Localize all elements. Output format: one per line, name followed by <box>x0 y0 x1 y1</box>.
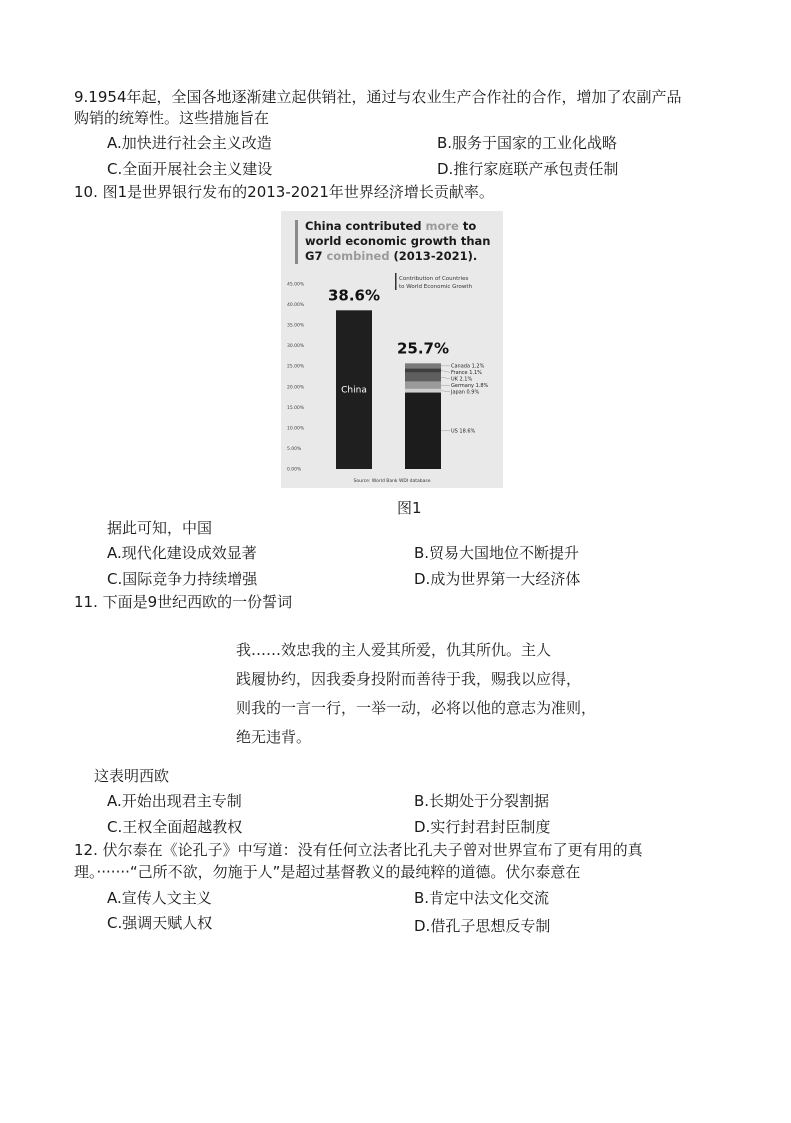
bar-segment-germany <box>405 381 441 388</box>
segment-label-canada: Canada 1.2% <box>451 363 485 370</box>
q12-option-a: A.宣传人文主义 <box>107 889 212 907</box>
y-tick-label: 10.00% <box>287 426 305 432</box>
q9-option-a: A.加快进行社会主义改造 <box>107 134 272 152</box>
quote-line-2: 践履协约，因我委身投附而善待于我，赐我以应得， <box>236 670 582 688</box>
q10-stem: 10. 图1是世界银行发布的2013-2021年世界经济增长贡献率。 <box>74 183 494 201</box>
quote-line-3: 则我的一言一行，一举一动，必将以他的意志为准则， <box>236 699 597 717</box>
subtitle-marker <box>395 273 397 290</box>
q10-option-a: A.现代化建设成效显著 <box>107 544 257 562</box>
quote-line-1: 我……效忠我的主人爱其所爱，仇其所仇。主人 <box>236 641 552 659</box>
q11-option-a: A.开始出现君主专制 <box>107 792 242 810</box>
y-tick-label: 20.00% <box>287 385 305 391</box>
q12-stem-line2: 理。·······“己所不欲，勿施于人”是超过基督教义的最纯粹的道德。伏尔泰意在 <box>74 863 581 881</box>
bar-segment-us <box>405 393 441 469</box>
bar-segment-canada <box>405 363 441 368</box>
q11-option-d: D.实行封君封臣制度 <box>414 818 551 836</box>
q12-option-b: B.肯定中法文化交流 <box>414 889 550 907</box>
chart-source: Source: World Bank WDI database <box>353 479 431 484</box>
q9-option-d: D.推行家庭联产承包责任制 <box>437 160 619 178</box>
q10-option-d: D.成为世界第一大经济体 <box>414 570 581 588</box>
y-tick-label: 40.00% <box>287 303 305 309</box>
q12-stem-line1: 12. 伏尔泰在《论孔子》中写道：没有任何立法者比孔夫子曾对世界宣布了更有用的真 <box>74 841 643 859</box>
q11-quote <box>236 636 596 752</box>
y-tick-label: 5.00% <box>287 446 302 452</box>
q10-option-c: C.国际竞争力持续增强 <box>107 570 258 588</box>
y-tick-label: 35.00% <box>287 323 305 329</box>
bar-label-china: 38.6% <box>327 286 381 305</box>
chart-subtitle-line2: to World Economic Growth <box>399 284 473 290</box>
q11-option-b: B.长期处于分裂割据 <box>414 792 550 810</box>
bar-segment-france <box>405 368 441 373</box>
chart-title-line1: China contributed more to <box>305 219 477 233</box>
y-tick-label: 30.00% <box>287 344 305 350</box>
title-accent-bar <box>295 220 298 264</box>
figure-1-chart <box>281 211 503 488</box>
quote-line-4: 绝无违背。 <box>236 728 312 746</box>
segment-label-germany: Germany 1.8% <box>451 382 489 389</box>
bar-category-china: China <box>341 385 367 396</box>
figure-caption: 图1 <box>397 499 422 517</box>
chart-title-line2: world economic growth than <box>305 234 491 248</box>
q9-stem-line2: 购销的统筹性。这些措施旨在 <box>74 109 270 127</box>
y-tick-label: 0.00% <box>287 467 302 473</box>
q12-option-d: D.借孔子思想反专制 <box>414 917 551 935</box>
chart-title-line3: G7 combined (2013-2021). <box>305 249 478 263</box>
q9-option-c: C.全面开展社会主义建设 <box>107 160 273 178</box>
bar-label-g7: 25.7% <box>396 339 450 358</box>
y-tick-label: 45.00% <box>287 282 305 288</box>
q11-option-c: C.王权全面超越教权 <box>107 818 243 836</box>
bar-segment-uk <box>405 373 441 382</box>
q10-lead: 据此可知，中国 <box>107 519 213 537</box>
q10-option-b: B.贸易大国地位不断提升 <box>414 544 580 562</box>
y-tick-label: 15.00% <box>287 405 305 411</box>
q9-option-b: B.服务于国家的工业化战略 <box>437 134 618 152</box>
q11-lead: 这表明西欧 <box>94 767 170 785</box>
bar-segment-japan <box>405 389 441 393</box>
chart-subtitle-line1: Contribution of Countries <box>399 276 469 282</box>
segment-label-japan: Japan 0.9% <box>451 389 480 396</box>
q12-option-c: C.强调天赋人权 <box>107 914 213 932</box>
segment-label-uk: UK 2.1% <box>451 376 473 383</box>
segment-label-france: France 1.1% <box>451 369 482 376</box>
chart-svg <box>281 211 503 488</box>
segment-label-us: US 18.6% <box>451 428 476 435</box>
y-tick-label: 25.00% <box>287 364 305 370</box>
q9-stem-line1: 9.1954年起，全国各地逐渐建立起供销社，通过与农业生产合作社的合作，增加了农副产品 <box>74 88 682 106</box>
q11-stem: 11. 下面是9世纪西欧的一份誓词 <box>74 593 293 611</box>
